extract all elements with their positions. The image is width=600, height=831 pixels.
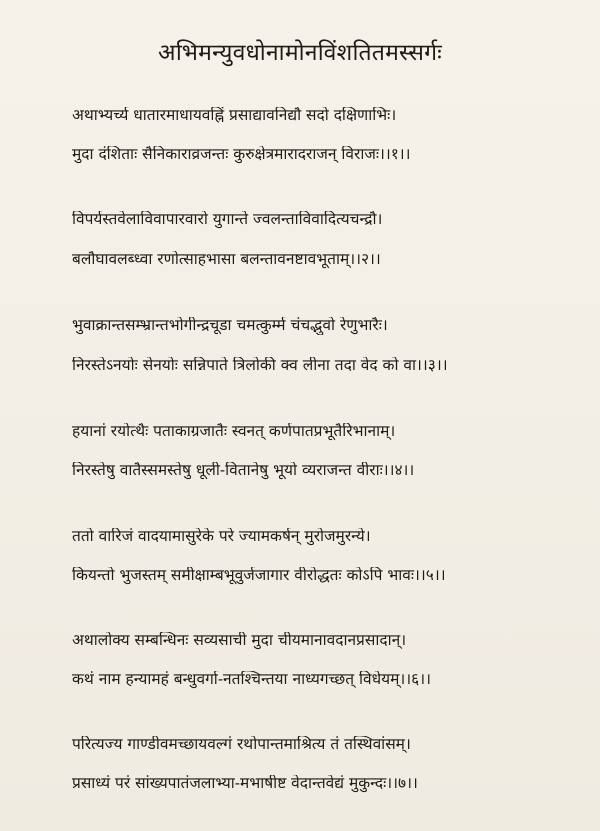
verse-2-line-1: विपर्यस्तवेलाविवापारवारो युगान्ते ज्वलन्ताविवादित्यचन्द्रौ।	[72, 211, 383, 228]
verse-3-line-1: भुवाक्रान्तसम्भ्रान्तभोगीन्द्रचूडा चमत्कुर्म्म चंचद्भुवो रेणुभारैः।	[72, 317, 388, 334]
verse-4-line-1: हयानां रयोत्थैः पताकाग्रजातैः स्वनत् कर्णपातप्रभूतैरिभानाम्।	[72, 423, 396, 440]
verse-1-line-1: अथाभ्यर्च्य धातारमाधायवह्निं प्रसाद्यावनिद्यौ सदो दक्षिणाभिः।	[72, 107, 397, 124]
verse-7-line-2: प्रसाध्यं परं सांख्यपातंजलाभ्या-मभाषीष्ट वेदान्तवेद्यं मुकुन्दः।।७।।	[72, 775, 418, 792]
verse-1-line-2: मुदा दंशिताः सैनिकाराव्रजन्तः कुरुक्षेत्रमारादराजन् विराजः।।१।।	[72, 146, 411, 163]
verse-2-line-2: बलौघावलब्ध्वा रणोत्साहभासा बलन्तावनष्टावभूताम्।।२।।	[72, 251, 381, 268]
verse-5-line-1: ततो वारिजं वादयामासुरेके परे ज्यामकर्षन् मुरोजमुरन्ये।	[72, 528, 371, 545]
verse-3-line-2: निरस्तेऽनयोः सेनयोः सन्निपाते त्रिलोकी क्व लीना तदा वेद को वा।।३।।	[72, 357, 448, 374]
verse-6-line-2: कथं नाम हन्यामहं बन्धुवर्गा-नतश्चिन्तया नाध्यगच्छत् विधेयम्।।६।।	[72, 671, 431, 688]
chapter-title: अभिमन्युवधोनामोनविंशतितमस्सर्गः	[158, 40, 442, 66]
verse-7-line-1: परित्यज्य गाण्डीवमच्छायवल्गं रथोपान्तमाश्रित्य तं तस्थिवांसम्।	[72, 736, 411, 753]
verse-5-line-2: कियन्तो भुजस्तम् समीक्षाम्बभूवुर्जजागार वीरोद्धतः कोऽपि भावः।।५।।	[72, 567, 446, 584]
verse-4-line-2: निरस्तेषु वातैस्समस्तेषु धूली-वितानेषु भूयो व्यराजन्त वीराः।।४।।	[72, 462, 415, 479]
verse-6-line-1: अथालोक्य सम्बन्धिनः सव्यसाची मुदा चीयमानावदानप्रसादान्।	[72, 632, 407, 649]
